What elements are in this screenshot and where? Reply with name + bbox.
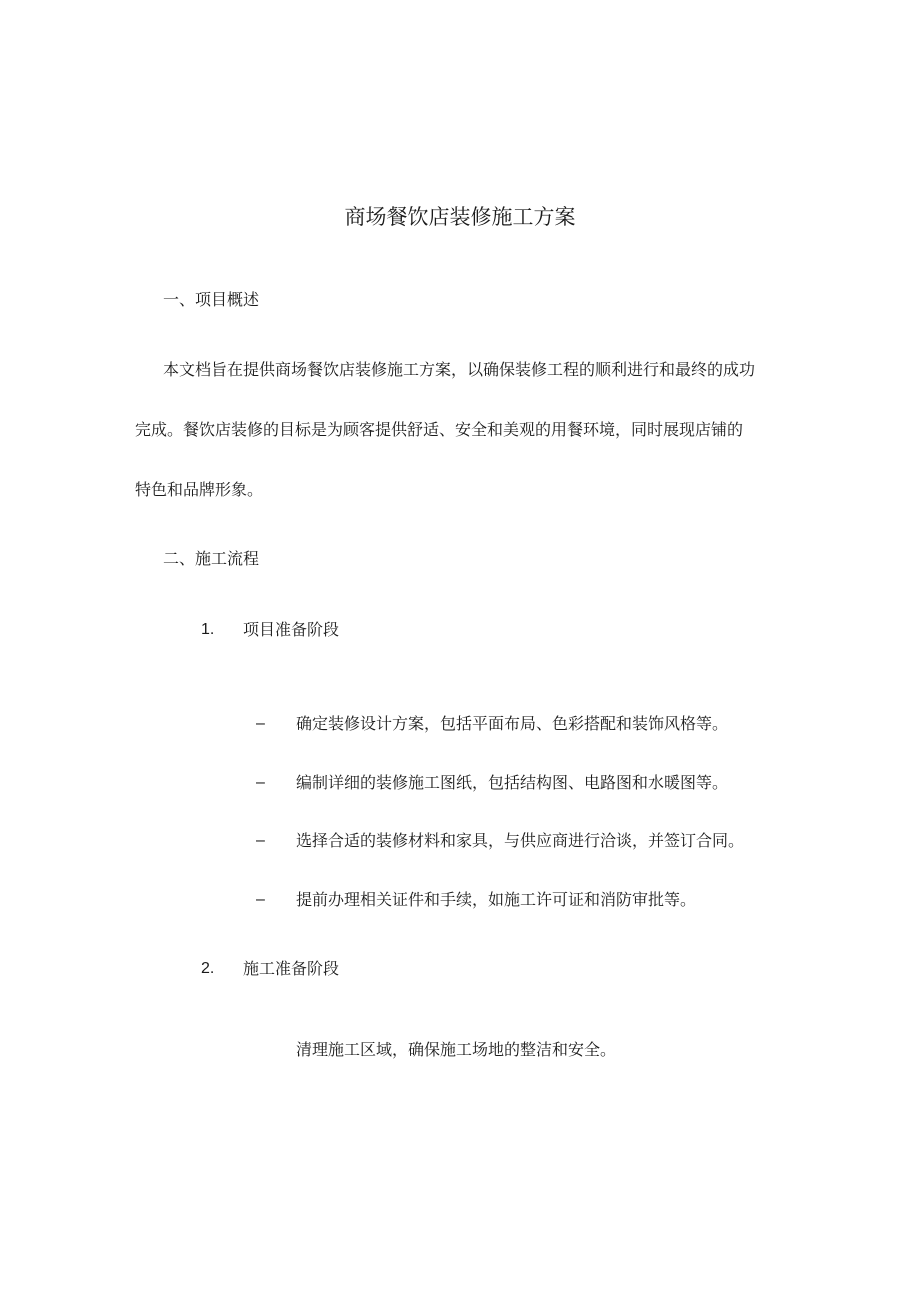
paragraph-line: 完成。餐饮店装修的目标是为顾客提供舒适、安全和美观的用餐环境，同时展现店铺的 [135,420,744,439]
bullet-dash: – [256,715,265,732]
bullet-dash: – [256,891,265,908]
section-heading-process: 二、施工流程 [163,549,260,568]
list-item: 提前办理相关证件和手续，如施工许可证和消防审批等。 [296,890,697,909]
step-label-project-prep: 项目准备阶段 [243,620,340,639]
list-item: 编制详细的装修施工图纸，包括结构图、电路图和水暖图等。 [296,773,729,792]
bullet-dash: – [256,774,265,791]
paragraph-line: 特色和品牌形象。 [135,480,264,499]
paragraph-line: 本文档旨在提供商场餐饮店装修施工方案，以确保装修工程的顺利进行和最终的成功 [163,360,756,379]
step-number: 2. [201,960,215,977]
document-title: 商场餐饮店装修施工方案 [344,205,576,229]
section-heading-overview: 一、项目概述 [163,290,260,309]
list-item: 清理施工区域，确保施工场地的整洁和安全。 [296,1040,617,1059]
step-number: 1. [201,621,215,638]
list-item: 选择合适的装修材料和家具，与供应商进行洽谈，并签订合同。 [296,831,745,850]
bullet-dash: – [256,832,265,849]
list-item: 确定装修设计方案，包括平面布局、色彩搭配和装饰风格等。 [296,714,729,733]
step-label-construction-prep: 施工准备阶段 [243,959,340,978]
